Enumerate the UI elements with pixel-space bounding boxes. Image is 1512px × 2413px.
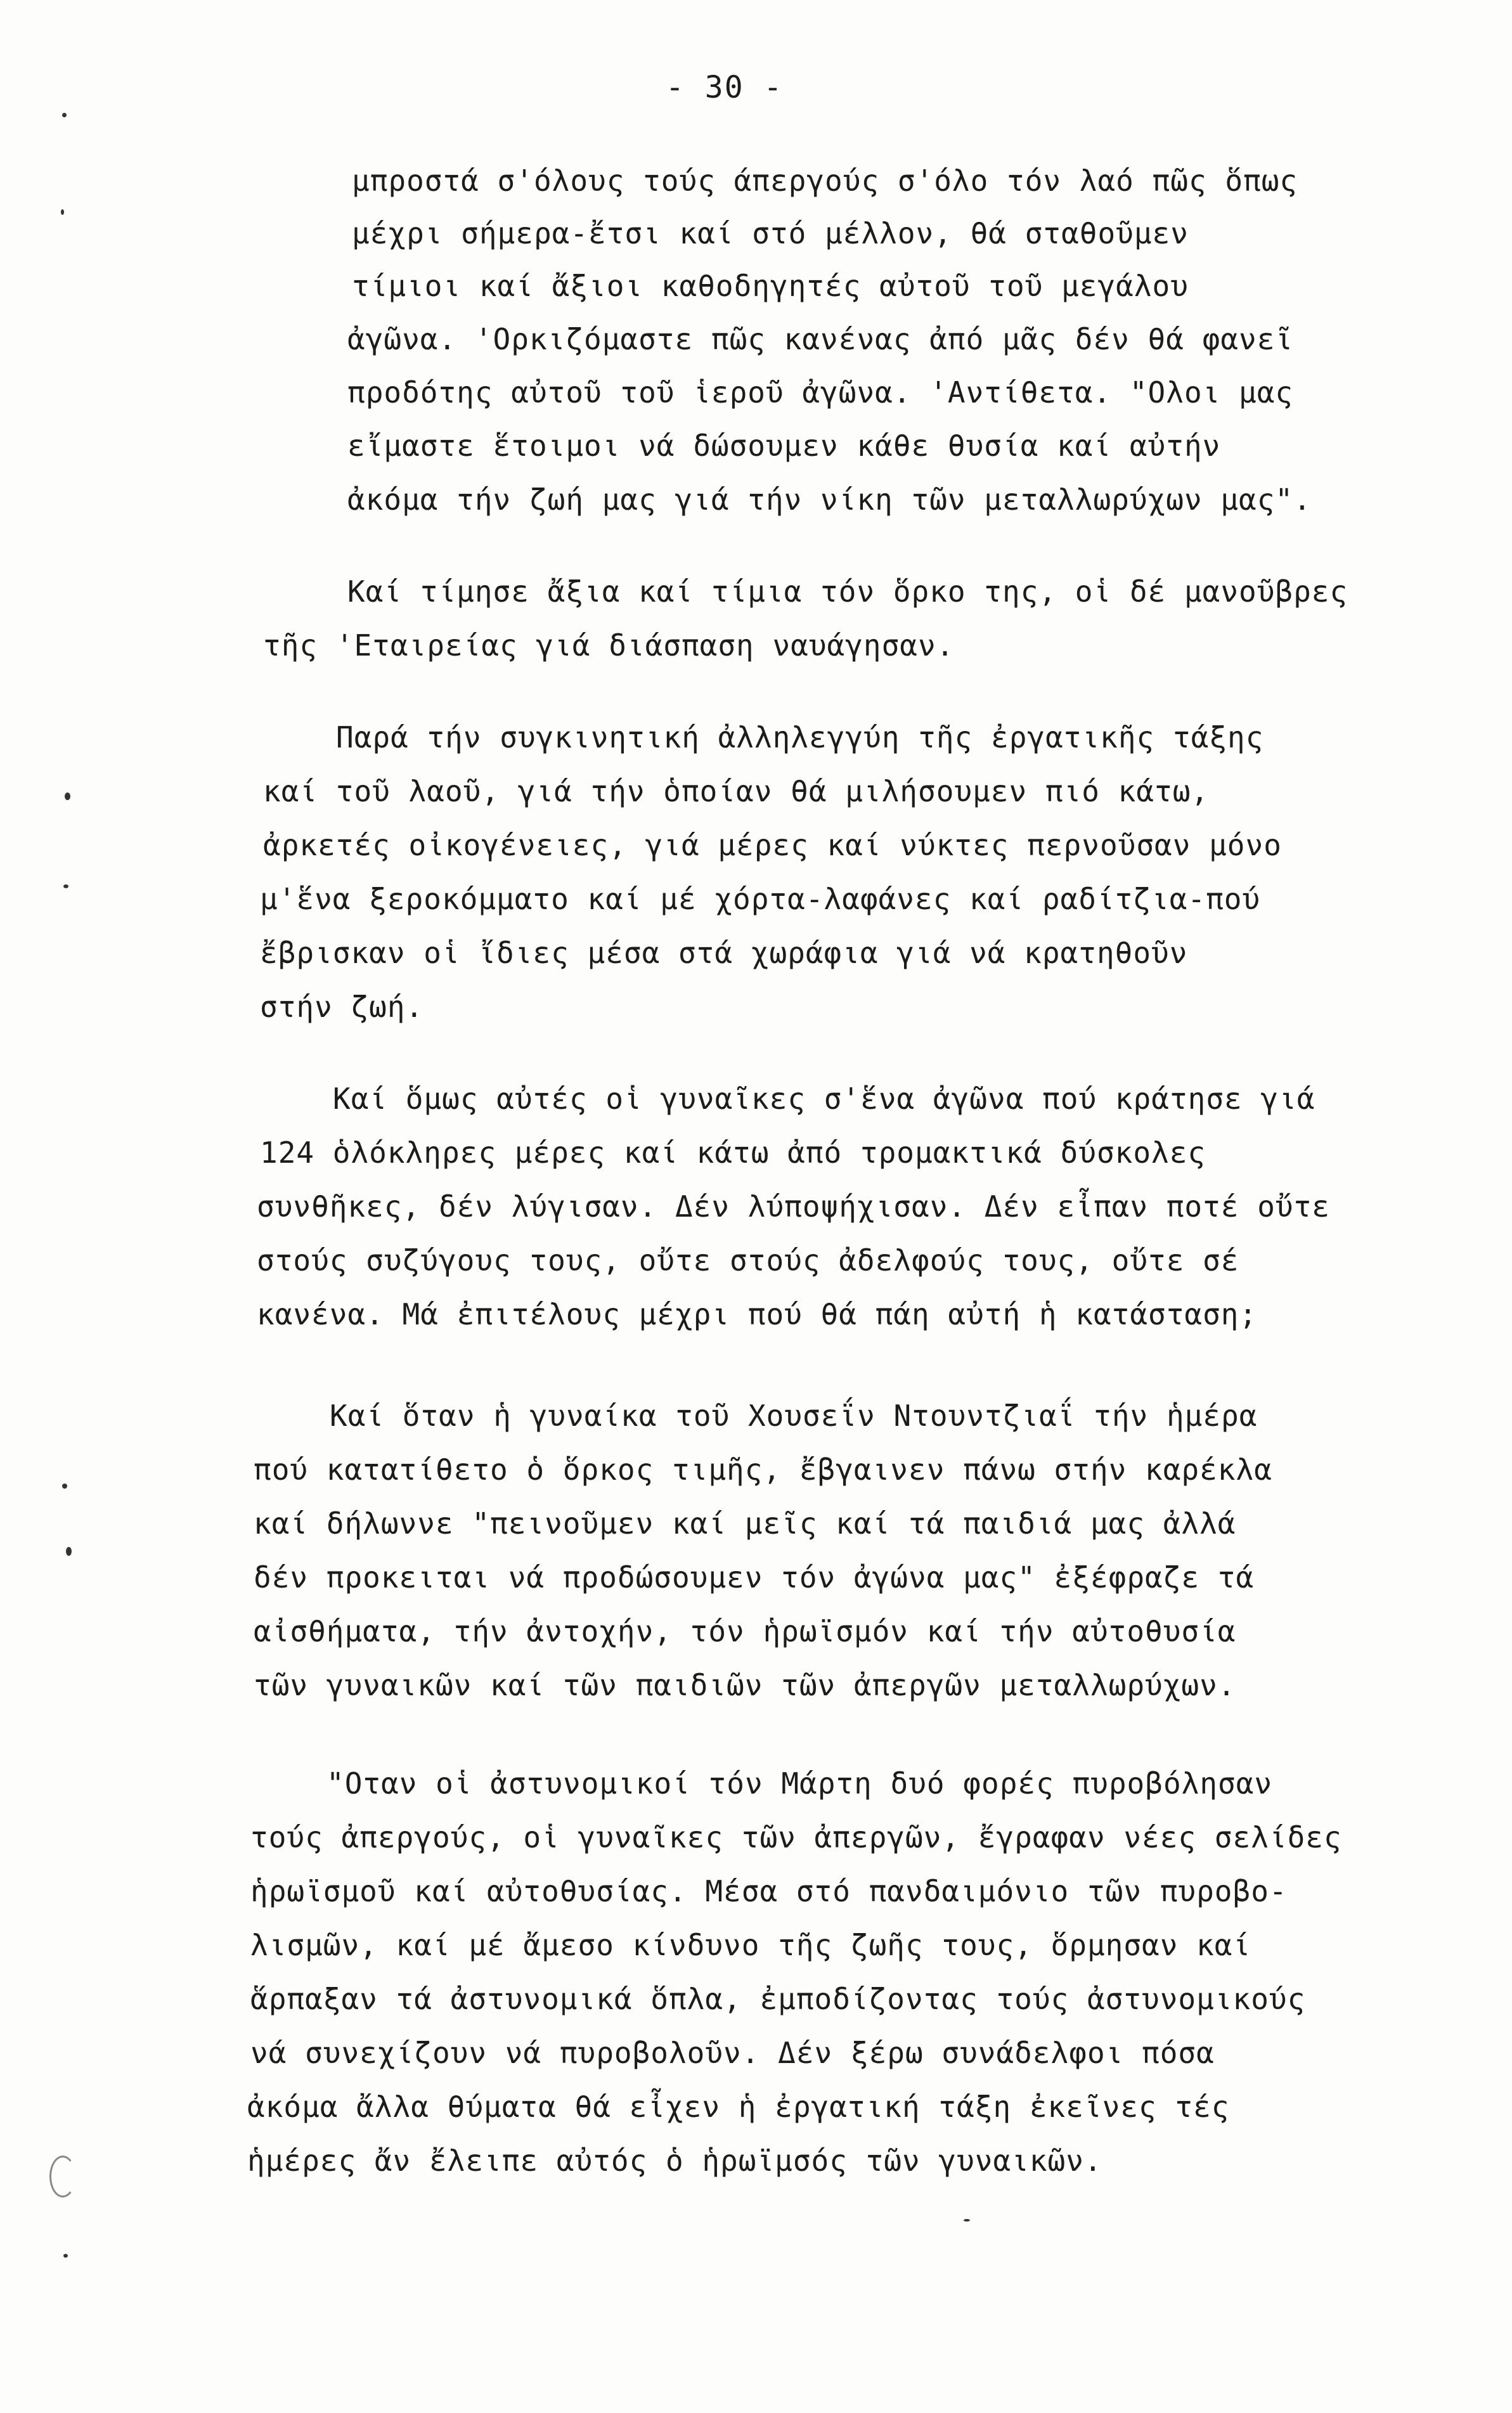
text-line: κανένα. Μά ἐπιτέλους μέχρι πού θά πάη αὐτή ἡ κατάσταση;: [257, 1297, 1258, 1331]
text-line: ἡρωϊσμοῦ καί αὐτοθυσίας. Μέσα στό πανδαιμόνιο τῶν πυροβο-: [250, 1874, 1288, 1908]
text-line: λισμῶν, καί μέ ἄμεσο κίνδυνο τῆς ζωῆς τους, ὅρμησαν καί: [250, 1928, 1251, 1962]
text-line: ἀρκετές οἰκογένειες, γιά μέρες καί νύκτες περνοῦσαν μόνο: [263, 828, 1282, 862]
text-line: συνθῆκες, δέν λύγισαν. Δέν λύποψήχισαν. Δέν εἶπαν ποτέ οὔτε: [257, 1189, 1330, 1224]
text-line: ἀκόμα ἄλλα θύματα θά εἶχεν ἡ ἐργατική τάξη ἐκεῖνες τές: [247, 2090, 1230, 2124]
scan-speck: [63, 884, 68, 888]
text-line: ἔβρισκαν οἱ ἴδιες μέσα στά χωράφια γιά νά κρατηθοῦν: [260, 936, 1188, 970]
text-line: προδότης αὐτοῦ τοῦ ἱεροῦ ἀγῶνα. 'Αντίθετα. "Ολοι μας: [347, 375, 1294, 410]
text-line: Καί τίμησε ἄξια καί τίμια τόν ὅρκο της, οἱ δέ μανοῦβρες: [347, 574, 1348, 609]
text-line: Καί ὅμως αὐτές οἱ γυναῖκες σ'ἕνα ἀγῶνα πού κράτησε γιά: [333, 1082, 1315, 1116]
text-line: Καί ὅταν ἡ γυναίκα τοῦ Χουσεΐν Ντουντζιαΐ τήν ἡμέρα: [330, 1399, 1258, 1433]
text-line: τίμιοι καί ἄξιοι καθοδηγητές αὐτοῦ τοῦ μεγάλου: [352, 269, 1189, 303]
text-line: ἀγῶνα. 'Ορκιζόμαστε πῶς κανένας ἀπό μᾶς δέν θά φανεῖ: [347, 322, 1294, 356]
text-line: τῆς 'Εταιρείας γιά διάσπαση ναυάγησαν.: [263, 628, 955, 663]
text-line: τῶν γυναικῶν καί τῶν παιδιῶν τῶν ἀπεργῶν μεταλλωρύχων.: [254, 1668, 1236, 1702]
binder-hole-mark: [49, 2156, 76, 2197]
text-line: μέχρι σήμερα-ἔτσι καί στό μέλλον, θά σταθοῦμεν: [352, 216, 1189, 250]
text-line: εἴμαστε ἕτοιμοι νά δώσουμεν κάθε θυσία καί αὐτήν: [347, 429, 1221, 463]
scan-speck: [65, 792, 70, 800]
text-line: "Οταν οἱ ἀστυνομικοί τόν Μάρτη δυό φορές πυροβόλησαν: [326, 1766, 1273, 1801]
text-line: τούς ἀπεργούς, οἱ γυναῖκες τῶν ἀπεργῶν, ἔγραφαν νέες σελίδες: [250, 1820, 1342, 1854]
text-line: καί τοῦ λαοῦ, γιά τήν ὁποίαν θά μιλήσουμεν πιό κάτω,: [263, 774, 1210, 808]
text-line: ἀκόμα τήν ζωή μας γιά τήν νίκη τῶν μεταλλωρύχων μας".: [347, 482, 1312, 517]
scan-speck: [964, 2219, 970, 2222]
text-line: μ'ἕνα ξεροκόμματο καί μέ χόρτα-λαφάνες καί ραδίτζια-πού: [260, 882, 1261, 916]
scan-speck: [62, 1484, 67, 1489]
page-number: - 30 -: [666, 70, 784, 105]
scan-speck: [61, 209, 64, 215]
text-line: μπροστά σ'όλους τούς άπεργούς σ'όλο τόν λαό πῶς ὅπως: [352, 164, 1298, 198]
text-line: ἅρπαξαν τά ἀστυνομικά ὅπλα, ἐμποδίζοντας τούς ἀστυνομικούς: [250, 1982, 1306, 2016]
scan-speck: [62, 113, 67, 117]
text-line: πού κατατίθετο ὁ ὅρκος τιμῆς, ἔβγαινεν πάνω στήν καρέκλα: [254, 1452, 1272, 1487]
text-line: αἰσθήματα, τήν ἀντοχήν, τόν ἡρωϊσμόν καί τήν αὐτοθυσία: [254, 1614, 1236, 1648]
text-line: δέν προκειται νά προδώσουμεν τόν ἀγώνα μας" ἐξέφραζε τά: [254, 1560, 1255, 1595]
text-line: καί δήλωννε "πεινοῦμεν καί μεῖς καί τά παιδιά μας ἀλλά: [254, 1506, 1236, 1541]
text-line: στούς συζύγους τους, οὔτε στούς ἀδελφούς τους, οὔτε σέ: [257, 1243, 1239, 1278]
text-line: ἡμέρες ἄν ἔλειπε αὐτός ὁ ἡρωϊμσός τῶν γυναικῶν.: [247, 2144, 1102, 2178]
text-line: στήν ζωή.: [260, 990, 424, 1024]
text-line: Παρά τήν συγκινητική ἀλληλεγγύη τῆς ἐργατικῆς τάξης: [336, 720, 1264, 754]
scan-speck: [63, 2254, 68, 2258]
text-line: 124 ὁλόκληρες μέρες καί κάτω ἀπό τρομακτικά δύσκολες: [260, 1135, 1206, 1170]
scan-speck: [66, 1547, 72, 1556]
text-line: νά συνεχίζουν νά πυροβολοῦν. Δέν ξέρω συνάδελφοι πόσα: [250, 2036, 1215, 2070]
